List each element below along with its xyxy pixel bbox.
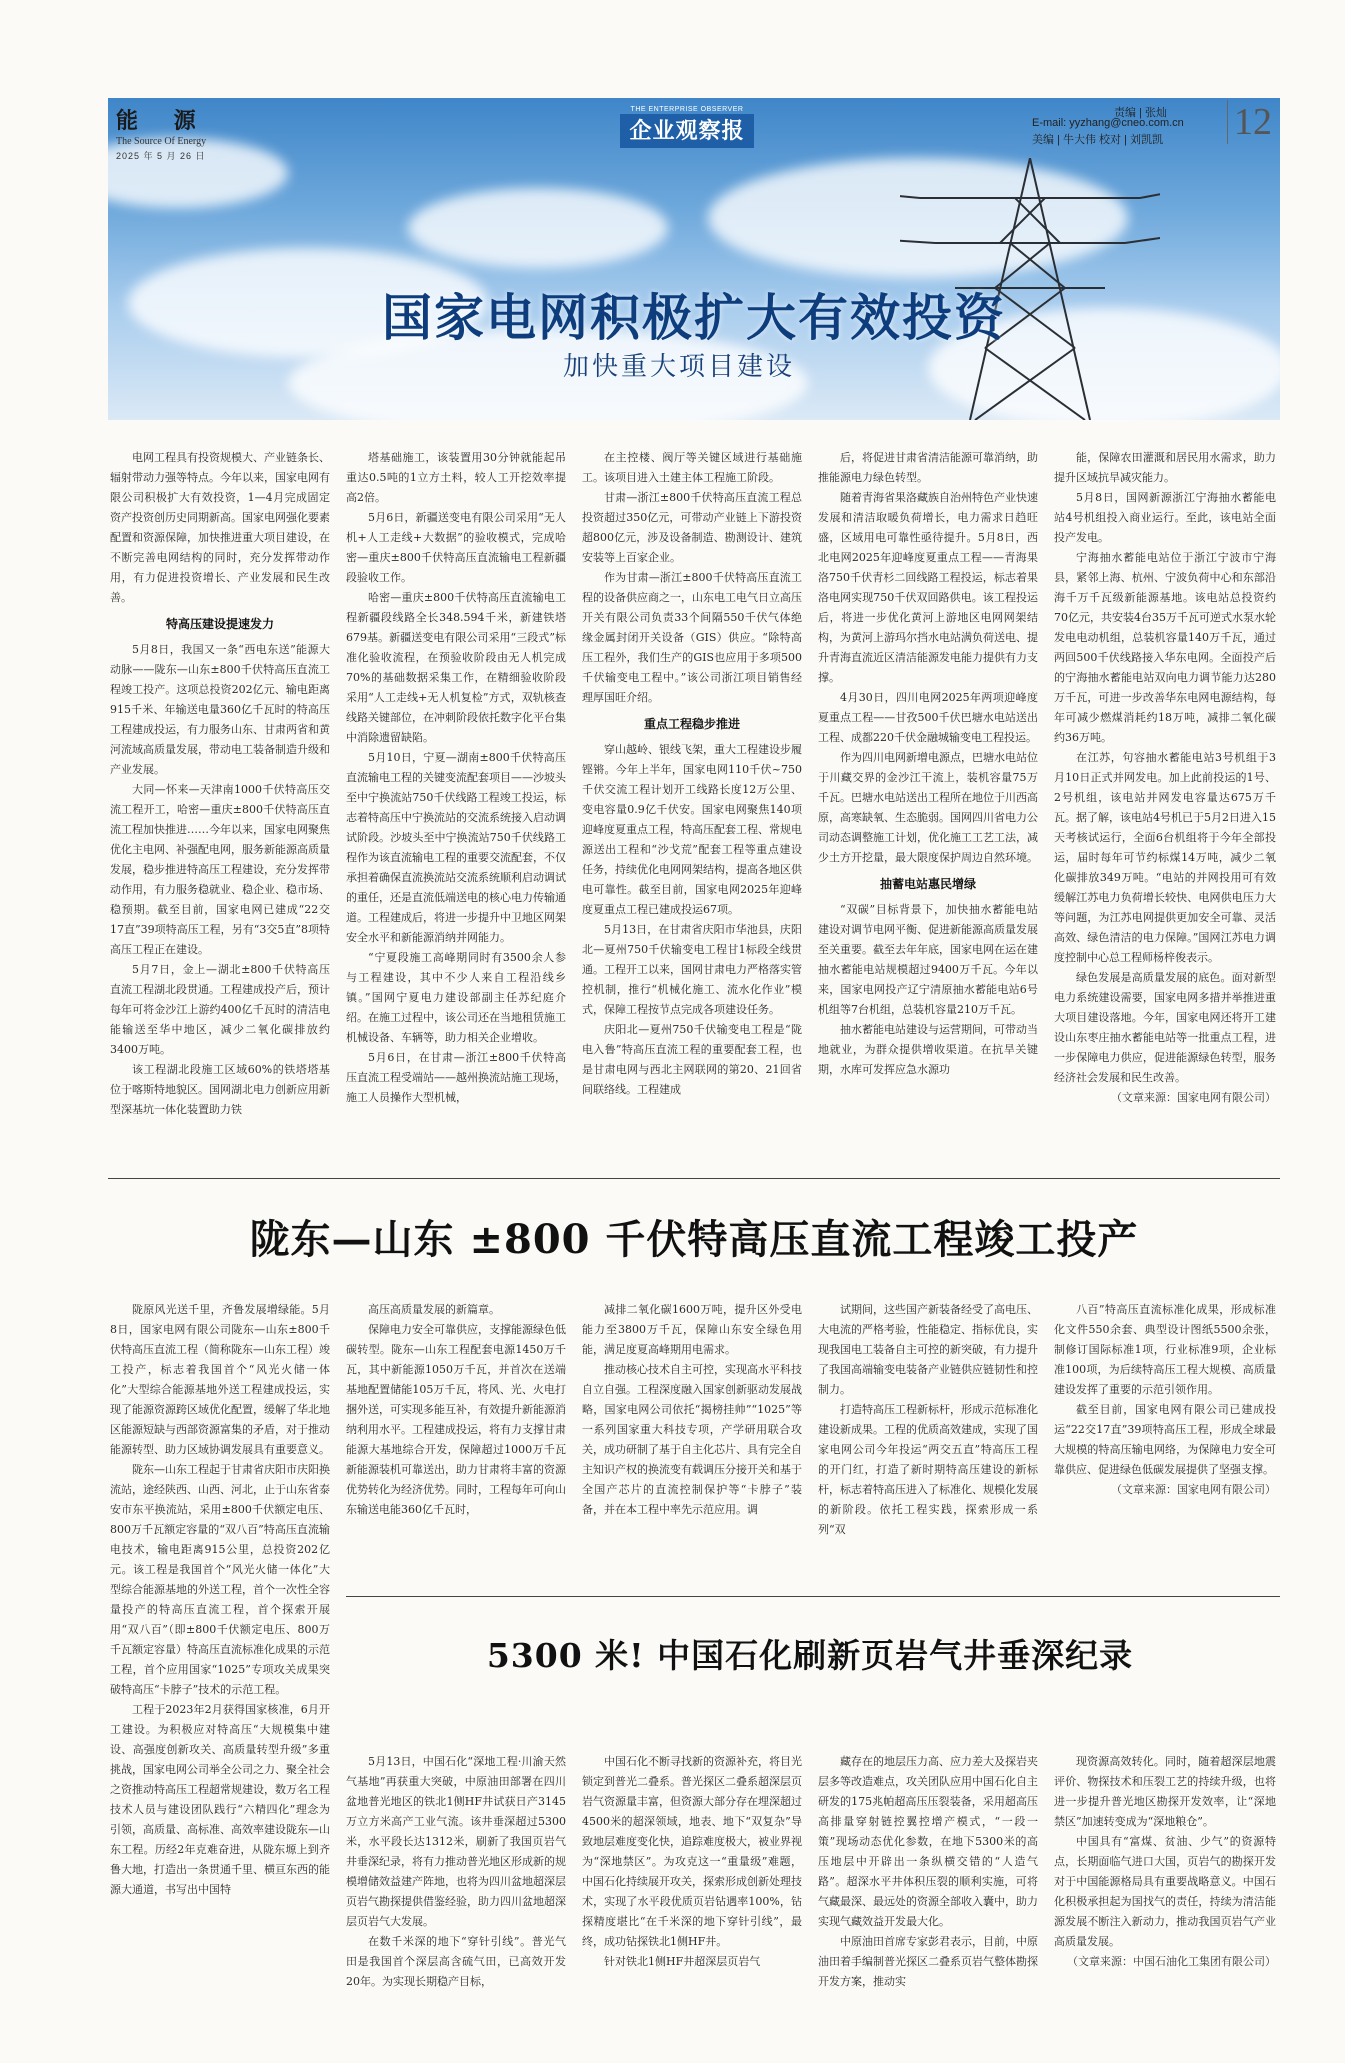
article2-column [818, 1300, 1038, 1580]
paragraph: 4月30日，四川电网2025年两项迎峰度夏重点工程——甘孜500千伏巴塘水电站送出工程、成都220千伏金融城输变电工程投运。 [818, 691, 1038, 744]
paragraph: 减排二氧化碳1600万吨，提升区外受电能力至3800万千瓦，保障山东安全绿色用能，满足度夏高峰期用电需求。 [582, 1303, 802, 1356]
article1-body [110, 448, 1276, 1168]
editor-info [1032, 101, 1272, 148]
article3-body [346, 1752, 1276, 2052]
paragraph: 5月6日，新疆送变电有限公司采用“无人机+人工走线+大数据”的验收模式，完成哈密—重庆±800千伏特高压直流输电工程新疆段验收工作。 [346, 511, 566, 584]
article3-column [346, 1752, 566, 2052]
paragraph: 大同—怀来—天津南1000千伏特高压交流工程开工，哈密—重庆±800千伏特高压直流工程加快推进……今年以来，国家电网聚焦优化主电网、补强配电网，服务新能源高质量发展，稳步推进特高压工程建设，充分发挥带动作用，有力服务稳就业、稳企业、稳市场、稳预期。截至目前，国家电网已建成“22交17直”39项特高压工程，另有“3交5直”8项特高压工程正在建设。 [110, 783, 330, 956]
paragraph: 能，保障农田灌溉和居民用水需求，助力提升区域抗旱减灾能力。 [1054, 451, 1276, 484]
paragraph: “宁夏段施工高峰期同时有3500余人参与工程建设，其中不少人来自工程沿线乡镇。”国网宁夏电力建设部副主任苏纪庭介绍。在施工过程中，该公司还在当地租赁施工机械设备、车辆等，助力相关企业增收。 [346, 951, 566, 1044]
paragraph: 穿山越岭、银线飞架，重大工程建设步履铿锵。今年上半年，国家电网110千伏~750千伏交流工程计划开工线路长度12万公里、变电容量0.9亿千伏安。国家电网聚焦140项迎峰度夏重点工程，特高压配套工程、常规电源送出工程和“沙戈荒”配套工程等重点建设任务，持续优化电网网架结构，提高各地区供电可靠性。截至目前，国家电网2025年迎峰度夏重点工程已建成投运67项。 [582, 743, 802, 916]
article2-column [110, 1300, 330, 2050]
editor-line: 美编 | 牛大伟 校对 | 刘凯凯 [1032, 134, 1163, 146]
paragraph: 5月8日，我国又一条“西电东送”能源大动脉——陇东—山东±800千伏特高压直流工程竣工投产。这项总投资202亿元、输电距离915千米、年输送电量360亿千瓦时的特高压工程建成投运，有力服务山东、甘肃两省和黄河流域高质量发展，带动电工装备制造升级和产业发展。 [110, 643, 330, 776]
section-name: 企业观察报 [620, 114, 754, 148]
page-number: 12 [1227, 100, 1272, 144]
paragraph: 推动核心技术自主可控，实现高水平科技自立自强。工程深度融入国家创新驱动发展战略，国家电网公司依托“揭榜挂帅”“1025”等一系列国家重大科技专项，产学研用联合攻关，成功研制了基于自主化芯片、具有完全自主知识产权的换流变有载调压分接开关和基于全国产芯片的直流控制保护等“卡脖子”装备，并在本工程中率先示范应用。调 [582, 1363, 802, 1516]
article-source: （文章来源：国家电网有限公司） [1111, 1483, 1276, 1496]
article1-subtitle: 加快重大项目建设 [563, 352, 796, 382]
article1-column [818, 448, 1038, 1168]
article3-column [818, 1752, 1038, 2052]
paragraph: 打造特高压工程新标杆，形成示范标准化建设新成果。工程的优质高效建成，实现了国家电网公司今年投运“两交五直”特高压工程的开门红，打造了新时期特高压建设的新标杆，标志着特高压进入了标准化、规模化发展的新阶段。依托工程实践，探索形成一系列“双 [818, 1403, 1038, 1536]
paragraph: 八百”特高压直流标准化成果，形成标准化文件550余套、典型设计图纸5500余张，制修订国际标准1项，行业标准9项，企业标准100项，为后续特高压工程大规模、高质量建设发挥了重要的示范引领作用。 [1054, 1303, 1276, 1396]
paragraph: 中国具有“富煤、贫油、少气”的资源特点，长期面临气进口大国，页岩气的勘探开发对于中国能源格局具有重要战略意义。中国石化积极承担起为国找气的责任，持续为清洁能源发展不断注入新动力，推动我国页岩气产业高质量发展。 [1054, 1835, 1276, 1948]
paragraph: 在数千米深的地下“穿针引线”。普光气田是我国首个深层高含硫气田，已高效开发20年。为实现长期稳产目标， [346, 1935, 566, 1988]
paragraph: 电网工程具有投资规模大、产业链条长、辐射带动力强等特点。今年以来，国家电网有限公司积极扩大有效投资，1—4月完成固定资产投资创历史同期新高。国家电网强化要素配置和资源保障，加快推进重大项目建设，在不断完善电网结构的同时，充分发挥带动作用，有力促进投资增长、产业发展和民生改善。 [110, 451, 330, 604]
paragraph: 抽水蓄能电站建设与运营期间，可带动当地就业，为群众提供增收渠道。在抗旱关键期，水库可发挥应急水源功 [818, 1023, 1038, 1076]
section-name-en: THE ENTERPRISE OBSERVER [630, 106, 744, 113]
paragraph: 塔基础施工，该装置用30分钟就能起吊重达0.5吨的1立方土料，较人工开挖效率提高2倍。 [346, 451, 566, 504]
section-divider [108, 1178, 1280, 1179]
paragraph: 随着青海省果洛藏族自治州特色产业快速发展和清洁取暖负荷增长，电力需求日趋旺盛，区域用电可靠性亟待提升。5月8日，西北电网2025年迎峰度夏重点工程——青海果洛750千伏青杉二回线路工程投运，标志着果洛电网实现750千伏双回路供电。该工程投运后，将进一步优化黄河上游地区电网网架结构，为黄河上游玛尔挡水电站满负荷送电、提升青海直流近区清洁能源发电能力提供有力支撑。 [818, 491, 1038, 684]
paragraph: 宁海抽水蓄能电站位于浙江宁波市宁海县，紧邻上海、杭州、宁波负荷中心和东部沿海千万千瓦级新能源基地。该电站总投资约70亿元，共安装4台35万千瓦可逆式水泵水轮发电电动机组，总装机容量140万千瓦，通过两回500千伏线路接入华东电网。全面投产后的宁海抽水蓄能电站双向电力调节能力达280万千瓦，可进一步改善华东电网电源结构，每年可减少燃煤消耗约18万吨，减排二氧化碳约36万吨。 [1054, 551, 1276, 744]
article2-column [582, 1300, 802, 1580]
article1-column [1054, 448, 1276, 1168]
article3-title: 5300 米! 中国石化刷新页岩气井垂深纪录 [486, 1636, 1134, 1675]
article1-column [110, 448, 330, 1168]
article1-title: 国家电网积极扩大有效投资 [382, 288, 1006, 347]
article2-column [346, 1300, 566, 1580]
paragraph: 在江苏，句容抽水蓄能电站3号机组于3月10日正式并网发电。加上此前投运的1号、2号机组，该电站并网发电容量达675万千瓦。据了解，该电站4号机已于5月2日进入15天考核试运行，全面6台机组将于今年全部投运，届时每年可节约标煤14万吨，减少二氧化碳排放349万吨。“电站的并网投用可有效缓解江苏电力负荷增长较快、电网供电压力大等问题，为江苏电网提供更加安全可靠、灵活高效、绿色清洁的电力保障。”国网江苏电力调度控制中心总工程师杨梓俊表示。 [1054, 751, 1276, 964]
paragraph: 作为四川电网新增电源点，巴塘水电站位于川藏交界的金沙江干流上，装机容量75万千瓦。巴塘水电站送出工程所在地位于川西高原，高寒缺氧、生态脆弱。国网四川省电力公司动态调整施工计划，优化施工工艺工法，减少土方开挖量，最大限度保护周边自然环境。 [818, 751, 1038, 864]
paragraph: 高压高质量发展的新篇章。 [368, 1303, 500, 1316]
subheading: 抽蓄电站惠民增绿 [879, 877, 976, 891]
paragraph: 甘肃—浙江±800千伏特高压直流工程总投资超过350亿元，可带动产业链上下游投资超800亿元，涉及设备制造、勘测设计、建筑安装等上百家企业。 [582, 491, 802, 564]
paragraph: 现资源高效转化。同时，随着超深层地震评价、物探技术和压裂工艺的持续升级，也将进一步提升普光地区勘探开发效率，让“深地禁区”加速转变成为“深地粮仓”。 [1054, 1755, 1276, 1828]
article3-column [1054, 1752, 1276, 2052]
issue-date: 2025 年 5 月 26 日 [116, 151, 206, 161]
paragraph: 哈密—重庆±800千伏特高压直流输电工程新疆段线路全长348.594千米，新建铁塔679基。新疆送变电有限公司采用“三段式”标准化验收流程，在预验收阶段由无人机完成70%的基础数据采集工作，在精细验收阶段采用“人工走线+无人机复检”方式，双轨核查线路关键部位，在冲刺阶段依托数字化平台集中消除遗留缺陷。 [346, 591, 566, 744]
paragraph: 绿色发展是高质量发展的底色。面对新型电力系统建设需要，国家电网多措并举推进重大项目建设落地。今年，国家电网还将开工建设山东枣庄抽水蓄能电站等一批重点工程，进一步保障电力供应，促进能源绿色转型，服务经济社会发展和民生改善。 [1054, 971, 1276, 1084]
paragraph: 5月7日，金上—湖北±800千伏特高压直流工程湖北段贯通。工程建成投产后，预计每年可将金沙江上游约400亿千瓦时的清洁电能输送至华中地区，减少二氧化碳排放约3400万吨。 [110, 963, 330, 1056]
paragraph: 针对铁北1侧HF井超深层页岩气 [604, 1955, 761, 1968]
paragraph: 陇原风光送千里，齐鲁发展增绿能。5月8日，国家电网有限公司陇东—山东±800千伏特高压直流工程（简称陇东—山东工程）竣工投产，标志着我国首个“风光火储一体化”大型综合能源基地外送工程建成投运，实现了能源资源跨区域优化配置，缓解了华北地区能源短缺与西部资源富集的矛盾，对于推动能源转型、助力区域协调发展具有重要意义。 [110, 1303, 330, 1456]
paragraph: “双碳”目标背景下，加快抽水蓄能电站建设对调节电网平衡、促进新能源高质量发展至关重要。截至去年年底，国家电网在运在建抽水蓄能电站规模超过9400万千瓦。今年以来，国家电网投产辽宁清原抽水蓄能电站6号机组等7台机组，总装机容量210万千瓦。 [818, 903, 1038, 1016]
article-source: （文章来源：中国石油化工集团有限公司） [1067, 1955, 1276, 1968]
newspaper-name: 能 源 [116, 108, 210, 134]
article2-title: 陇东—山东 ±800 千伏特高压直流工程竣工投产 [249, 1216, 1139, 1263]
paragraph: 工程于2023年2月获得国家核准，6月开工建设。为积极应对特高压“大规模集中建设、高强度创新攻关、高质量转型升级”多重挑战，国家电网公司举全公司之力、聚全社会之资推动特高压工程超常规建设，数万名工程技术人员与建设团队践行“六精四化”理念为引领，高质量、高标准、高效率建设陇东—山东工程。历经2年克难奋进，从陇东塬上到齐鲁大地，打造出一条贯通千里、横亘东西的能源大通道，书写出中国特 [110, 1703, 330, 1896]
paragraph: 藏存在的地层压力高、应力差大及探岩夹层多等改造难点，攻关团队应用中国石化自主研发的175兆帕超高压压裂装备，采用超高压高排量穿射链控翼控增产模式，“一段一策”现场动态优化参数，在地下5300米的高压地层中开辟出一条纵横交错的“人造气路”。超深水平井体积压裂的顺利实施，可将气藏最深、最远处的资源全部收入囊中，助力实现气藏效益开发最大化。 [818, 1755, 1038, 1928]
editor-email: E-mail: yyzhang@cneo.com.cn [1032, 117, 1184, 129]
subheading: 特高压建设提速发力 [165, 617, 274, 631]
editor-line: 责编 | 张灿 [1114, 107, 1167, 119]
hero-banner [108, 98, 1280, 420]
paragraph: 在主控楼、阀厅等关键区域进行基础施工。该项目进入土建主体工程施工阶段。 [582, 451, 802, 484]
article1-column [582, 448, 802, 1168]
section-divider [346, 1596, 1280, 1597]
newspaper-name-en: The Source Of Energy [116, 136, 207, 147]
paragraph: 陇东—山东工程起于甘肃省庆阳市庆阳换流站，途经陕西、山西、河北，止于山东省泰安市东平换流站，采用±800千伏额定电压、800万千瓦额定容量的“双八百”特高压直流输电技术，输电距离915公里，总投资202亿元。该工程是我国首个“风光火储一体化”大型综合能源基地的外送工程，首个一次性全容量投产的特高压直流工程，首个探索开展用“双八百”（即±800千伏额定电压、800万千瓦额定容量）特高压直流标准化成果的示范工程，首个应用国家“1025”专项攻关成果突破特高压“卡脖子”技术的示范工程。 [110, 1463, 330, 1696]
article1-column [346, 448, 566, 1168]
paragraph: 5月13日，在甘肃省庆阳市华池县，庆阳北—夏州750千伏输变电工程甘1标段全线贯通。工程开工以来，国网甘肃电力严格落实管控机制，推行“机械化施工、流水化作业”模式，保障工程按节点完成各项建设任务。 [582, 923, 802, 1016]
paragraph: 5月10日，宁夏—湖南±800千伏特高压直流输电工程的关键变流配套项目——沙坡头至中宁换流站750千伏线路工程竣工投运，标志着特高压中宁换流站的交流系统接入启动调试阶段。沙坡头至中宁换流站750千伏线路工程作为该直流输电工程的重要交流配套，不仅承担着确保直流换流站交流系统顺利启动调试的重任，还是直流低端送电的核心电力传输通道。工程建成后，将进一步提升中卫地区网架安全水平和新能源消纳并网能力。 [346, 751, 566, 944]
paragraph: 作为甘肃—浙江±800千伏特高压直流工程的设备供应商之一，山东电工电气日立高压开关有限公司负责33个间隔550千伏气体绝缘金属封闭开关设备（GIS）供应。“除特高压工程外，我们生产的GIS也应用于多项500千伏输变电工程中。”该公司浙江项目销售经理厚国旺介绍。 [582, 571, 802, 704]
subheading: 重点工程稳步推进 [643, 717, 740, 731]
paragraph: 中国石化不断寻找新的资源补充，将目光锁定到普光二叠系。普光探区二叠系超深层页岩气资源量丰富，但资源大部分存在埋深超过4500米的超深领域，地表、地下“双复杂”导致地层难度变化快，追踪难度极大，被业界视为“深地禁区”。为攻克这一“重量级”难题，中国石化持续展开攻关，探索形成创新处理技术，实现了水平段优质页岩钻遇率100%，钻探精度堪比“在千米深的地下穿针引线”，最终，成功钻探铁北1侧HF井。 [582, 1755, 802, 1948]
paragraph: 截至目前，国家电网有限公司已建成投运“22交17直”39项特高压工程，形成全球最大规模的特高压输电网络，为保障电力安全可靠供应、促进绿色低碳发展提供了坚强支撑。 [1054, 1403, 1276, 1476]
article2-column [1054, 1300, 1276, 1580]
paragraph: 该工程湖北段施工区域60%的铁塔塔基位于喀斯特地貌区。国网湖北电力创新应用新型深基坑一体化装置助力铁 [110, 1063, 330, 1116]
masthead [116, 104, 236, 162]
paragraph: 5月8日，国网新源浙江宁海抽水蓄能电站4号机组投入商业运行。至此，该电站全面投产发电。 [1054, 491, 1276, 544]
paragraph: 庆阳北—夏州750千伏输变电工程是“陇电入鲁”特高压直流工程的重要配套工程，也是甘肃电网与西北主网联网的第20、21回省间联络线。工程建成 [582, 1023, 802, 1096]
paragraph: 试期间，这些国产新装备经受了高电压、大电流的严格考验，性能稳定、指标优良，实现我国电工装备自主可控的新突破，有力提升了我国高端输变电装备产业链供应链韧性和控制力。 [818, 1303, 1038, 1396]
paragraph: 中原油田首席专家彭君表示，目前，中原油田着手编制普光探区二叠系页岩气整体勘探开发方案，推动实 [818, 1935, 1038, 1988]
cloud-shape [408, 188, 668, 268]
article-source: （文章来源：国家电网有限公司） [1111, 1091, 1276, 1104]
paragraph: 后，将促进甘肃省清洁能源可靠消纳，助推能源电力绿色转型。 [818, 451, 1038, 484]
paragraph: 5月6日，在甘肃—浙江±800千伏特高压直流工程受端站——越州换流站施工现场，施工人员操作大型机械， [346, 1051, 566, 1104]
article3-column [582, 1752, 802, 2052]
paragraph: 5月13日，中国石化“深地工程·川渝天然气基地”再获重大突破，中原油田部署在四川盆地普光地区的铁北1侧HF井试获日产3145万立方米高产工业气流。该井垂深超过5300米，水平段长达1312米，刷新了我国页岩气井垂深纪录，将有力推动普光地区形成新的规模增储效益建产阵地，也将为四川盆地超深层页岩气勘探提供借鉴经验，助力四川盆地超深层页岩气大发展。 [346, 1755, 566, 1928]
paragraph: 保障电力安全可靠供应，支撑能源绿色低碳转型。陇东—山东工程配套电源1450万千瓦，其中新能源1050万千瓦，并首次在送端基地配置储能105万千瓦，将风、光、火电打捆外送，可实现多能互补，有效提升新能源消纳利用水平。工程建成投运，将有力支撑甘肃能源大基地综合开发，保障超过1000万千瓦新能源装机可靠送出，助力甘肃将丰富的资源优势转化为经济优势。同时，工程每年可向山东输送电能360亿千瓦时， [346, 1323, 566, 1516]
